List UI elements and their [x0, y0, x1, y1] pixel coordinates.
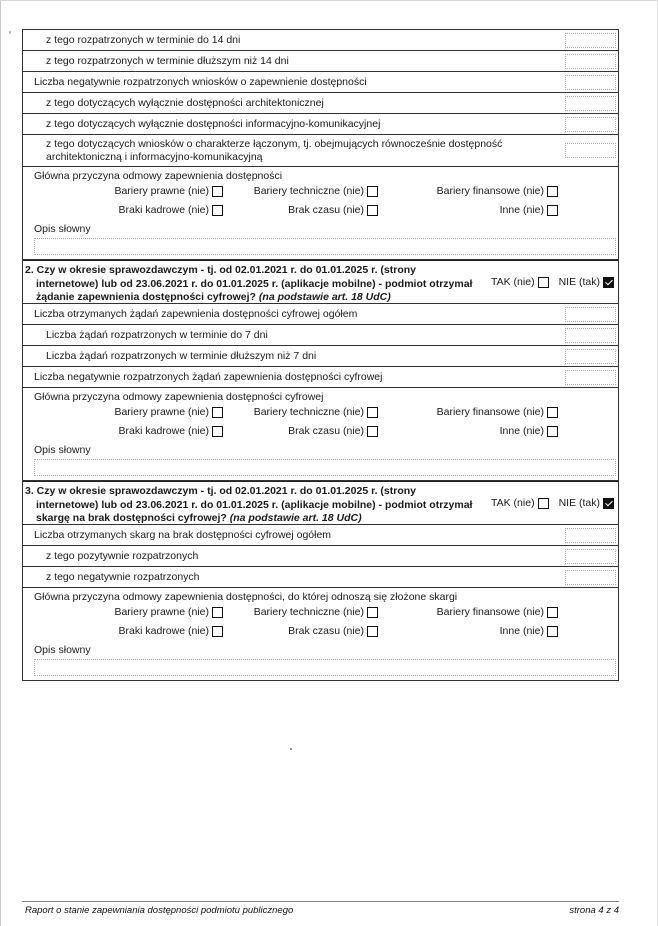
- footer-page-number: strona 4 z 4: [569, 905, 619, 916]
- checkbox-lack-of-time[interactable]: [367, 426, 378, 437]
- checkbox-other[interactable]: [547, 626, 558, 637]
- yes-option[interactable]: [491, 497, 549, 511]
- count-input[interactable]: [565, 370, 616, 385]
- checkbox-financial-barriers[interactable]: [547, 407, 558, 418]
- checkbox-option[interactable]: [418, 185, 558, 197]
- footer-divider: [22, 901, 619, 902]
- row-label-line: z tego dotyczących wniosków o charakterze łączonym, tj. obejmujących równocześnie dostępność: [46, 138, 503, 150]
- checkbox-financial-barriers[interactable]: [547, 607, 558, 618]
- checkbox-row: [23, 423, 618, 442]
- checkbox-option[interactable]: [238, 425, 378, 437]
- question-line: 3. Czy w okresie sprawozdawczym - tj. od 02.01.2021 r. do 01.01.2025 r. (strony: [25, 485, 417, 497]
- yes-checkbox[interactable]: [538, 277, 549, 288]
- checkbox-option[interactable]: [418, 425, 558, 437]
- table-row: [23, 567, 618, 588]
- count-input[interactable]: [565, 570, 616, 585]
- table-row: [23, 346, 618, 367]
- row-label: Liczba otrzymanych żądań zapewnienia dostępności cyfrowej ogółem: [34, 308, 358, 320]
- no-label: NIE (tak): [558, 276, 600, 288]
- checkbox-option[interactable]: [238, 606, 378, 618]
- question-line: [25, 291, 495, 305]
- checkbox-option[interactable]: [418, 204, 558, 216]
- question-line: [25, 512, 495, 526]
- table-row: [23, 51, 618, 72]
- yes-no-choice: [491, 497, 614, 511]
- yes-option[interactable]: [491, 276, 549, 290]
- checkbox-option[interactable]: [418, 606, 558, 618]
- refusal-reason-block: [23, 388, 618, 481]
- count-input[interactable]: [565, 54, 616, 69]
- checkbox-label: Bariery techniczne (nie): [253, 406, 364, 418]
- checkbox-label: Bariery finansowe (nie): [436, 185, 544, 197]
- page-edge: [0, 0, 1, 926]
- row-label: z tego dotyczących wyłącznie dostępności architektonicznej: [46, 97, 324, 109]
- checkbox-technical-barriers[interactable]: [367, 607, 378, 618]
- checkbox-label: Bariery techniczne (nie): [253, 606, 364, 618]
- description-label: Opis słowny: [34, 223, 91, 235]
- count-input[interactable]: [565, 143, 616, 158]
- question-line: internetowe) lub od 23.06.2021 r. do 01.01.2025 r. (aplikacje mobilne) - podmiot otrzymał: [36, 277, 473, 290]
- scan-speck: [290, 748, 292, 750]
- yes-label: TAK (nie): [491, 497, 535, 509]
- count-input[interactable]: [565, 307, 616, 322]
- checkbox-legal-barriers[interactable]: [212, 607, 223, 618]
- question-2-header: [23, 260, 618, 304]
- checkbox-option[interactable]: [83, 606, 223, 618]
- checkbox-label: Bariery prawne (nie): [114, 406, 209, 418]
- checkbox-option[interactable]: [83, 406, 223, 418]
- legal-basis-note: (na podstawie art. 18 UdC): [258, 291, 391, 303]
- table-row: [23, 30, 618, 51]
- checkbox-row: [23, 183, 618, 202]
- checkbox-option[interactable]: [238, 204, 378, 216]
- yes-label: TAK (nie): [491, 276, 535, 288]
- checkbox-row: [23, 623, 618, 642]
- checkbox-row: [23, 202, 618, 221]
- refusal-reason-block: [23, 167, 618, 260]
- row-label: [23, 135, 618, 167]
- checkbox-staff-shortage[interactable]: [212, 626, 223, 637]
- no-option[interactable]: [559, 497, 614, 511]
- checkbox-financial-barriers[interactable]: [547, 186, 558, 197]
- yes-no-choice: [491, 276, 614, 290]
- checkbox-label: Bariery prawne (nie): [114, 606, 209, 618]
- row-label-line: architektoniczną i informacyjno-komunikacyjną: [46, 151, 263, 163]
- row-label: z tego pozytywnie rozpatrzonych: [46, 550, 199, 562]
- checkbox-lack-of-time[interactable]: [367, 205, 378, 216]
- description-input[interactable]: [34, 659, 616, 676]
- table-row: [23, 93, 618, 114]
- no-label: NIE (tak): [558, 497, 600, 509]
- checkbox-label: Bariery techniczne (nie): [253, 185, 364, 197]
- checkbox-label: Braki kadrowe (nie): [118, 425, 209, 437]
- row-label: Liczba żądań rozpatrzonych w terminie do 7 dni: [46, 329, 268, 341]
- checkbox-lack-of-time[interactable]: [367, 626, 378, 637]
- checkbox-label: Inne (nie): [499, 204, 544, 216]
- no-checkbox-checked[interactable]: [603, 277, 614, 288]
- question-line-text: skargę na brak dostępności cyfrowej?: [36, 512, 227, 524]
- checkbox-row: [23, 604, 618, 623]
- checkbox-staff-shortage[interactable]: [212, 205, 223, 216]
- checkbox-technical-barriers[interactable]: [367, 407, 378, 418]
- refusal-reason-title: Główna przyczyna odmowy zapewnienia dostępności cyfrowej: [34, 391, 324, 403]
- count-input[interactable]: [565, 528, 616, 543]
- checkbox-other[interactable]: [547, 426, 558, 437]
- scan-speck: [9, 31, 11, 34]
- checkbox-option[interactable]: [238, 185, 378, 197]
- no-checkbox-checked[interactable]: [603, 498, 614, 509]
- checkbox-other[interactable]: [547, 205, 558, 216]
- checkbox-option[interactable]: [83, 425, 223, 437]
- checkbox-legal-barriers[interactable]: [212, 407, 223, 418]
- question-line: internetowe) lub od 23.06.2021 r. do 01.01.2025 r. (aplikacje mobilne) - podmiot otrzymał: [36, 498, 473, 511]
- table-row: [23, 304, 618, 325]
- question-3-header: [23, 481, 618, 525]
- checkbox-label: Brak czasu (nie): [288, 625, 364, 637]
- checkbox-row: [23, 404, 618, 423]
- checkbox-technical-barriers[interactable]: [367, 186, 378, 197]
- checkbox-label: Inne (nie): [499, 425, 544, 437]
- checkbox-label: Braki kadrowe (nie): [118, 625, 209, 637]
- checkbox-option[interactable]: [418, 625, 558, 637]
- table-row: [23, 72, 618, 93]
- checkbox-option[interactable]: [418, 406, 558, 418]
- count-input[interactable]: [565, 117, 616, 132]
- table-row: [23, 114, 618, 135]
- legal-basis-note: (na podstawie art. 18 UdC): [229, 512, 362, 524]
- row-label: Liczba negatywnie rozpatrzonych żądań zapewnienia dostępności cyfrowej: [34, 371, 383, 383]
- question-text: [25, 264, 495, 305]
- count-input[interactable]: [565, 75, 616, 90]
- row-label: Liczba otrzymanych skarg na brak dostępności cyfrowej ogółem: [34, 529, 332, 541]
- count-input[interactable]: [565, 96, 616, 111]
- description-label: Opis słowny: [34, 444, 91, 456]
- refusal-reason-title: Główna przyczyna odmowy zapewnienia dostępności: [34, 170, 283, 182]
- checkbox-label: Brak czasu (nie): [288, 204, 364, 216]
- no-option[interactable]: [559, 276, 614, 290]
- table-row: [23, 525, 618, 546]
- checkbox-option[interactable]: [83, 204, 223, 216]
- table-row: [23, 546, 618, 567]
- description-label: Opis słowny: [34, 644, 91, 656]
- checkbox-option[interactable]: [238, 625, 378, 637]
- description-input[interactable]: [34, 459, 616, 476]
- count-input[interactable]: [565, 33, 616, 48]
- row-label: z tego rozpatrzonych w terminie do 14 dni: [46, 34, 241, 46]
- checkbox-option[interactable]: [83, 625, 223, 637]
- count-input[interactable]: [565, 349, 616, 364]
- checkbox-label: Brak czasu (nie): [288, 425, 364, 437]
- page-edge: [0, 0, 658, 1]
- report-form-table: [22, 29, 619, 681]
- checkbox-option[interactable]: [83, 185, 223, 197]
- checkbox-staff-shortage[interactable]: [212, 426, 223, 437]
- row-label: z tego rozpatrzonych w terminie dłuższym niż 14 dni: [46, 55, 289, 67]
- yes-checkbox[interactable]: [538, 498, 549, 509]
- checkbox-label: Bariery finansowe (nie): [436, 406, 544, 418]
- refusal-reason-block: [23, 588, 618, 680]
- row-label: Liczba negatywnie rozpatrzonych wniosków o zapewnienie dostępności: [34, 76, 367, 88]
- checkbox-option[interactable]: [238, 406, 378, 418]
- question-line-text: żądanie zapewnienia dostępności cyfrowej?: [36, 291, 256, 303]
- checkbox-legal-barriers[interactable]: [212, 186, 223, 197]
- row-label: Liczba żądań rozpatrzonych w terminie dłuższym niż 7 dni: [46, 350, 317, 362]
- count-input[interactable]: [565, 549, 616, 564]
- table-row: [23, 325, 618, 346]
- checkbox-label: Bariery finansowe (nie): [436, 606, 544, 618]
- footer-document-title: Raport o stanie zapewniania dostępności podmiotu publicznego: [25, 905, 294, 916]
- checkbox-label: Braki kadrowe (nie): [118, 204, 209, 216]
- row-label: z tego dotyczących wyłącznie dostępności informacyjno-komunikacyjnej: [46, 118, 381, 130]
- question-line: 2. Czy w okresie sprawozdawczym - tj. od 02.01.2021 r. do 01.01.2025 r. (strony: [25, 264, 417, 276]
- count-input[interactable]: [565, 328, 616, 343]
- row-label: z tego negatywnie rozpatrzonych: [46, 571, 200, 583]
- refusal-reason-title: Główna przyczyna odmowy zapewnienia dostępności, do której odnoszą się złożone skargi: [34, 591, 458, 603]
- checkbox-label: Bariery prawne (nie): [114, 185, 209, 197]
- table-row: [23, 367, 618, 388]
- table-row: [23, 135, 618, 167]
- checkbox-label: Inne (nie): [499, 625, 544, 637]
- question-text: [25, 485, 495, 526]
- description-input[interactable]: [34, 238, 616, 255]
